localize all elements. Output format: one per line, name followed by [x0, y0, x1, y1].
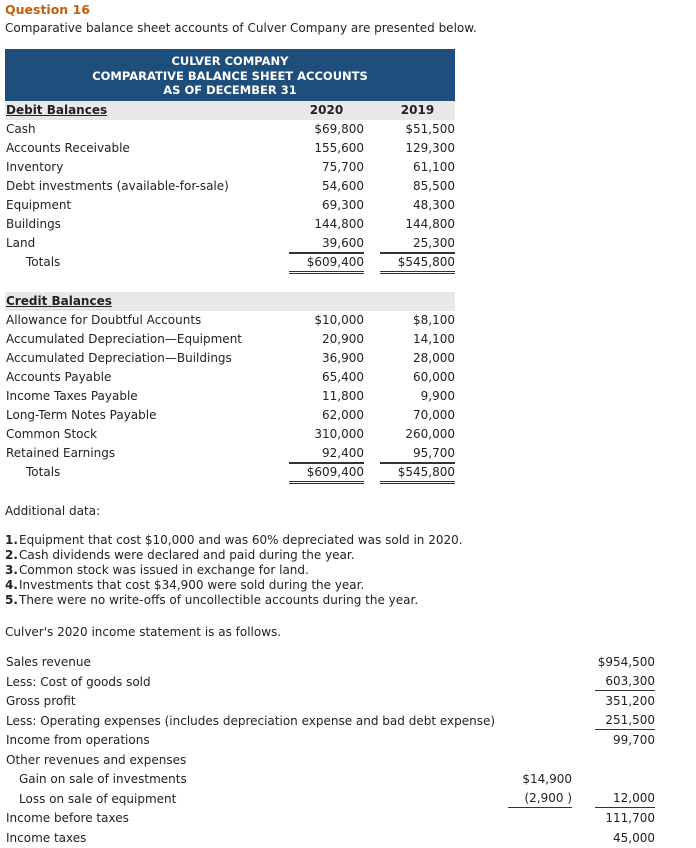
- income-label: Gain on sale of investments: [19, 770, 187, 790]
- credit-rows: [5, 311, 455, 463]
- table-row: [5, 349, 455, 368]
- table-row: [5, 234, 455, 253]
- credit-total-2020: $609,400: [289, 463, 364, 484]
- income-label: Less: Operating expenses (includes depreciation expense and bad debt expense): [6, 712, 495, 732]
- credit-balances-title: Credit Balances: [6, 292, 112, 311]
- income-row: [5, 712, 655, 732]
- credit-total-row: [5, 463, 455, 482]
- income-label: Gross profit: [6, 692, 76, 712]
- outer-amount: 12,000: [595, 790, 655, 809]
- income-label: Loss on sale of equipment: [19, 790, 176, 810]
- value-2019: 48,300: [380, 196, 455, 215]
- value-2020: 11,800: [289, 387, 364, 406]
- credit-total-2019: $545,800: [380, 463, 455, 484]
- statement-date: AS OF DECEMBER 31: [5, 83, 455, 98]
- account-label: Retained Earnings: [6, 444, 115, 463]
- income-label: Less: Cost of goods sold: [6, 673, 151, 693]
- value-2020: $69,800: [289, 120, 364, 139]
- income-row: [5, 770, 655, 790]
- income-row: [5, 809, 655, 829]
- income-label: Income taxes: [6, 829, 86, 848]
- account-label: Accounts Payable: [6, 368, 111, 387]
- outer-amount: 351,200: [595, 692, 655, 712]
- income-statement: [5, 653, 655, 848]
- income-row: [5, 829, 655, 848]
- table-row: [5, 120, 455, 139]
- value-2019: 260,000: [380, 425, 455, 444]
- income-label: Other revenues and expenses: [6, 751, 186, 771]
- value-2019: 95,700: [380, 444, 455, 463]
- value-2019: 25,300: [380, 234, 455, 253]
- value-2020: 36,900: [289, 349, 364, 368]
- list-item: [5, 548, 463, 563]
- value-2019: 129,300: [380, 139, 455, 158]
- table-row: [5, 177, 455, 196]
- statement-title: COMPARATIVE BALANCE SHEET ACCOUNTS: [5, 69, 455, 84]
- debit-total-2020: $609,400: [289, 253, 364, 274]
- income-row: [5, 790, 655, 810]
- account-label: Debt investments (available-for-sale): [6, 177, 229, 196]
- income-row: [5, 653, 655, 673]
- item-number: 2.: [5, 548, 19, 563]
- income-row: [5, 673, 655, 693]
- income-row: [5, 731, 655, 751]
- table-row: [5, 444, 455, 463]
- intro-text: Comparative balance sheet accounts of Culver Company are presented below.: [5, 21, 477, 35]
- list-item: [5, 578, 463, 593]
- account-label: Buildings: [6, 215, 61, 234]
- list-item: [5, 533, 463, 548]
- income-row: [5, 692, 655, 712]
- question-title: Question 16: [5, 2, 90, 17]
- outer-amount: 99,700: [595, 731, 655, 751]
- balance-sheet-header: [5, 49, 455, 101]
- value-2020: 65,400: [289, 368, 364, 387]
- account-label: Inventory: [6, 158, 63, 177]
- income-label: Sales revenue: [6, 653, 91, 673]
- item-number: 5.: [5, 593, 19, 608]
- value-2020: 75,700: [289, 158, 364, 177]
- outer-amount: 111,700: [595, 809, 655, 829]
- value-2019: 14,100: [380, 330, 455, 349]
- table-row: [5, 139, 455, 158]
- account-label: Accumulated Depreciation—Equipment: [6, 330, 242, 349]
- account-label: Allowance for Doubtful Accounts: [6, 311, 201, 330]
- value-2020: 155,600: [289, 139, 364, 158]
- item-number: 1.: [5, 533, 19, 548]
- income-label: Income before taxes: [6, 809, 129, 829]
- debit-total-row: [5, 253, 455, 272]
- account-label: Equipment: [6, 196, 71, 215]
- year-2020-header: 2020: [289, 101, 364, 120]
- year-2019-header: 2019: [380, 101, 455, 120]
- debit-total-label: Totals: [26, 253, 60, 272]
- value-2019: $8,100: [380, 311, 455, 330]
- account-label: Income Taxes Payable: [6, 387, 138, 406]
- account-label: Common Stock: [6, 425, 97, 444]
- outer-amount: 603,300: [595, 673, 655, 692]
- account-label: Accumulated Depreciation—Buildings: [6, 349, 232, 368]
- table-row: [5, 311, 455, 330]
- list-item: [5, 593, 463, 608]
- value-2019: 70,000: [380, 406, 455, 425]
- value-2019: 144,800: [380, 215, 455, 234]
- account-label: Cash: [6, 120, 36, 139]
- balance-sheet-table: [5, 49, 455, 482]
- company-name: CULVER COMPANY: [5, 54, 455, 69]
- value-2020: 20,900: [289, 330, 364, 349]
- table-row: [5, 368, 455, 387]
- inner-amount: $14,900: [508, 770, 572, 790]
- value-2019: $51,500: [380, 120, 455, 139]
- account-label: Long-Term Notes Payable: [6, 406, 156, 425]
- credit-total-label: Totals: [26, 463, 60, 482]
- income-statement-intro: Culver's 2020 income statement is as follows.: [5, 625, 281, 639]
- value-2019: 28,000: [380, 349, 455, 368]
- item-text: There were no write-offs of uncollectible accounts during the year.: [19, 593, 418, 607]
- value-2020: 54,600: [289, 177, 364, 196]
- debit-rows: [5, 120, 455, 253]
- outer-amount: $954,500: [595, 653, 655, 673]
- item-number: 4.: [5, 578, 19, 593]
- income-label: Income from operations: [6, 731, 150, 751]
- table-row: [5, 330, 455, 349]
- table-row: [5, 425, 455, 444]
- value-2020: 69,300: [289, 196, 364, 215]
- item-text: Common stock was issued in exchange for land.: [19, 563, 309, 577]
- value-2019: 61,100: [380, 158, 455, 177]
- table-row: [5, 387, 455, 406]
- additional-data-list: [5, 533, 463, 608]
- additional-data-title: Additional data:: [5, 504, 100, 518]
- debit-balances-title: Debit Balances: [6, 101, 107, 120]
- income-row: [5, 751, 655, 771]
- value-2020: 310,000: [289, 425, 364, 444]
- value-2020: 62,000: [289, 406, 364, 425]
- outer-amount: 45,000: [595, 829, 655, 848]
- account-label: Land: [6, 234, 35, 253]
- list-item: [5, 563, 463, 578]
- credit-header-row: [5, 292, 455, 311]
- table-row: [5, 215, 455, 234]
- value-2019: 9,900: [380, 387, 455, 406]
- item-text: Investments that cost $34,900 were sold during the year.: [19, 578, 364, 592]
- debit-total-2019: $545,800: [380, 253, 455, 274]
- inner-amount: (2,900 ): [508, 790, 572, 809]
- item-text: Equipment that cost $10,000 and was 60% depreciated was sold in 2020.: [19, 533, 463, 547]
- table-row: [5, 158, 455, 177]
- item-number: 3.: [5, 563, 19, 578]
- value-2020: 39,600: [289, 234, 364, 253]
- value-2020: 144,800: [289, 215, 364, 234]
- value-2020: $10,000: [289, 311, 364, 330]
- account-label: Accounts Receivable: [6, 139, 130, 158]
- debit-header-row: [5, 101, 455, 120]
- item-text: Cash dividends were declared and paid during the year.: [19, 548, 355, 562]
- table-row: [5, 196, 455, 215]
- outer-amount: 251,500: [595, 712, 655, 731]
- value-2019: 60,000: [380, 368, 455, 387]
- value-2019: 85,500: [380, 177, 455, 196]
- value-2020: 92,400: [289, 444, 364, 463]
- table-row: [5, 406, 455, 425]
